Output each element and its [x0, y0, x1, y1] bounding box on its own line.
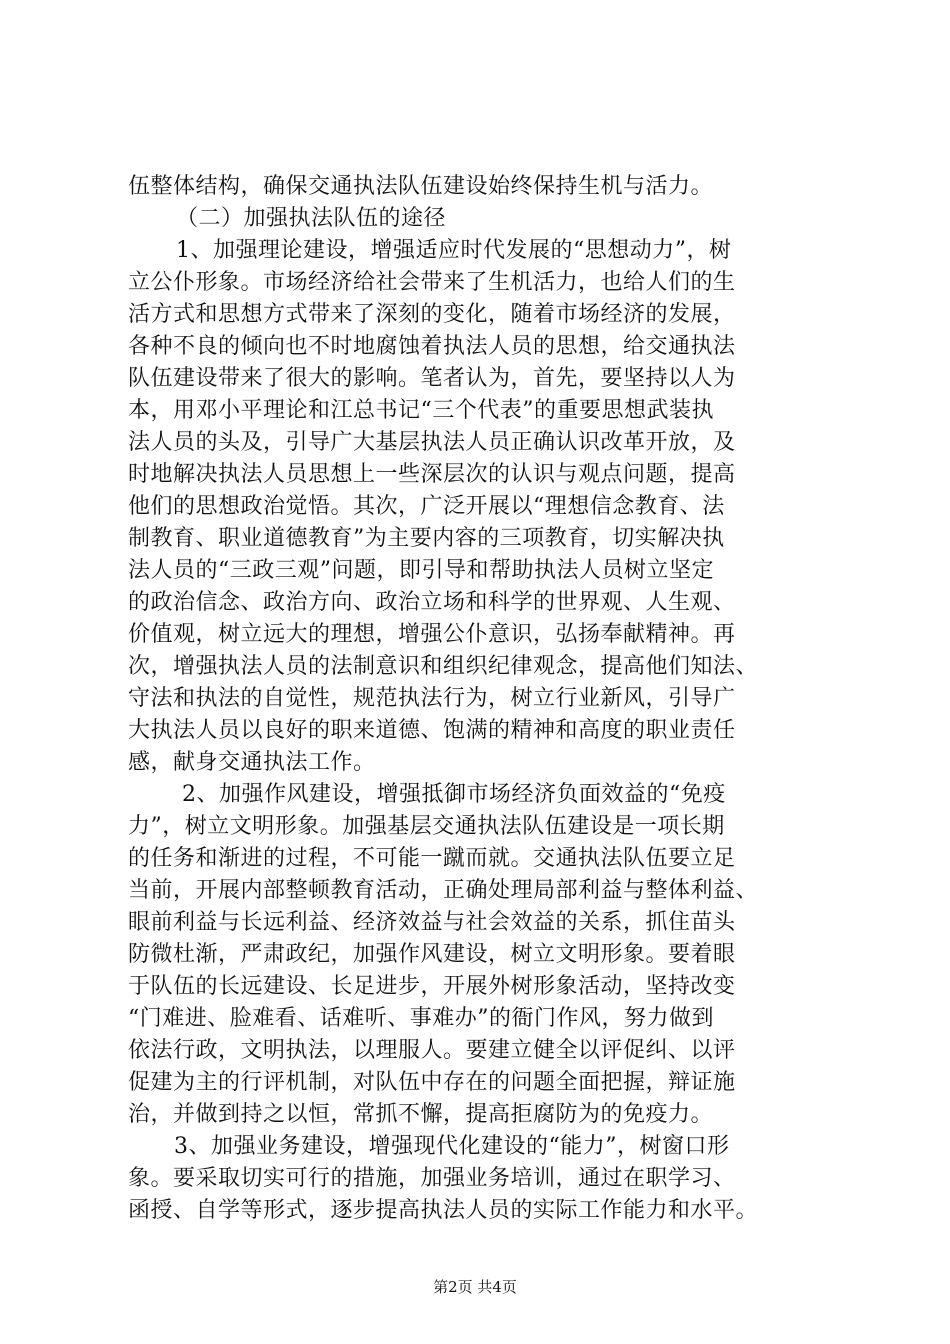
body-text-line: 1、加强理论建设，增强适应时代发展的“思想动力”，树: [176, 238, 732, 263]
body-text-line: 各种不良的倾向也不时地腐蚀着执法人员的思想，给交通执法: [128, 334, 736, 359]
body-text-line: 活方式和思想方式带来了深刻的变化，随着市场经济的发展，: [128, 302, 736, 327]
body-text-line: “门难进、脸难看、话难听、事难办”的衙门作风，努力做到: [128, 1006, 714, 1031]
body-text-line: 当前，开展内部整顿教育活动，正确处理局部利益与整体利益、: [128, 878, 759, 903]
section-heading: （二）加强执法队伍的途径: [176, 206, 447, 231]
body-text-line: 守法和执法的自觉性，规范执法行为，树立行业新风，引导广: [128, 686, 736, 711]
body-text-line: 的任务和渐进的过程，不可能一蹴而就。交通执法队伍要立足: [128, 846, 736, 871]
body-text-line: 队伍建设带来了很大的影响。笔者认为，首先，要坚持以人为: [128, 366, 736, 391]
body-text-line: 法人员的“三政三观”问题，即引导和帮助执法人员树立坚定: [128, 558, 714, 583]
body-text-line: 3、加强业务建设，增强现代化建设的“能力”，树窗口形: [174, 1134, 730, 1159]
body-text-line: 本，用邓小平理论和江总书记“三个代表”的重要思想武装执: [128, 398, 714, 423]
body-text-line: 价值观，树立远大的理想，增强公仆意识，弘扬奉献精神。再: [128, 622, 736, 647]
body-text-line: 立公仆形象。市场经济给社会带来了生机活力，也给人们的生: [128, 270, 736, 295]
body-text-line: 他们的思想政治觉悟。其次，广泛开展以“理想信念教育、法: [128, 494, 725, 519]
body-text-line: 促建为主的行评机制，对队伍中存在的问题全面把握，辩证施: [128, 1070, 736, 1095]
body-text-line: 法人员的头及，引导广大基层执法人员正确认识改革开放，及: [128, 430, 736, 455]
body-text-line: 感，献身交通执法工作。: [128, 750, 376, 775]
body-text-line: 时地解决执法人员思想上一些深层次的认识与观点问题，提高: [128, 462, 736, 487]
body-text-line: 2、加强作风建设，增强抵御市场经济负面效益的“免疫: [182, 782, 726, 807]
body-text-line: 于队伍的长远建设、长足进步，开展外树形象活动，坚持改变: [128, 974, 736, 999]
body-text-line: 大执法人员以良好的职来道德、饱满的精神和高度的职业责任: [128, 718, 736, 743]
body-text-line: 力”，树立文明形象。加强基层交通执法队伍建设是一项长期: [128, 814, 725, 839]
body-text-line: 治，并做到持之以恒，常抓不懈，提高拒腐防为的免疫力。: [128, 1102, 714, 1127]
body-text-line: 眼前利益与长远利益、经济效益与社会效益的关系，抓住苗头: [128, 910, 736, 935]
body-text-line: 制教育、职业道德教育”为主要内容的三项教育，切实解决执: [128, 526, 725, 551]
body-text-line: 函授、自学等形式，逐步提高执法人员的实际工作能力和水平。: [128, 1198, 759, 1223]
page-number-footer: 第2页 共4页: [433, 1278, 517, 1296]
body-text-line: 次，增强执法人员的法制意识和组织纪律观念，提高他们知法、: [128, 654, 759, 679]
body-text-line: 的政治信念、政治方向、政治立场和科学的世界观、人生观、: [128, 590, 736, 615]
body-text-line: 伍整体结构，确保交通执法队伍建设始终保持生机与活力。: [128, 174, 714, 199]
body-text-line: 象。要采取切实可行的措施，加强业务培训，通过在职学习、: [128, 1166, 736, 1191]
body-text-line: 防微杜渐，严肃政纪，加强作风建设，树立文明形象。要着眼: [128, 942, 736, 967]
body-text-line: 依法行政，文明执法，以理服人。要建立健全以评促纠、以评: [128, 1038, 736, 1063]
